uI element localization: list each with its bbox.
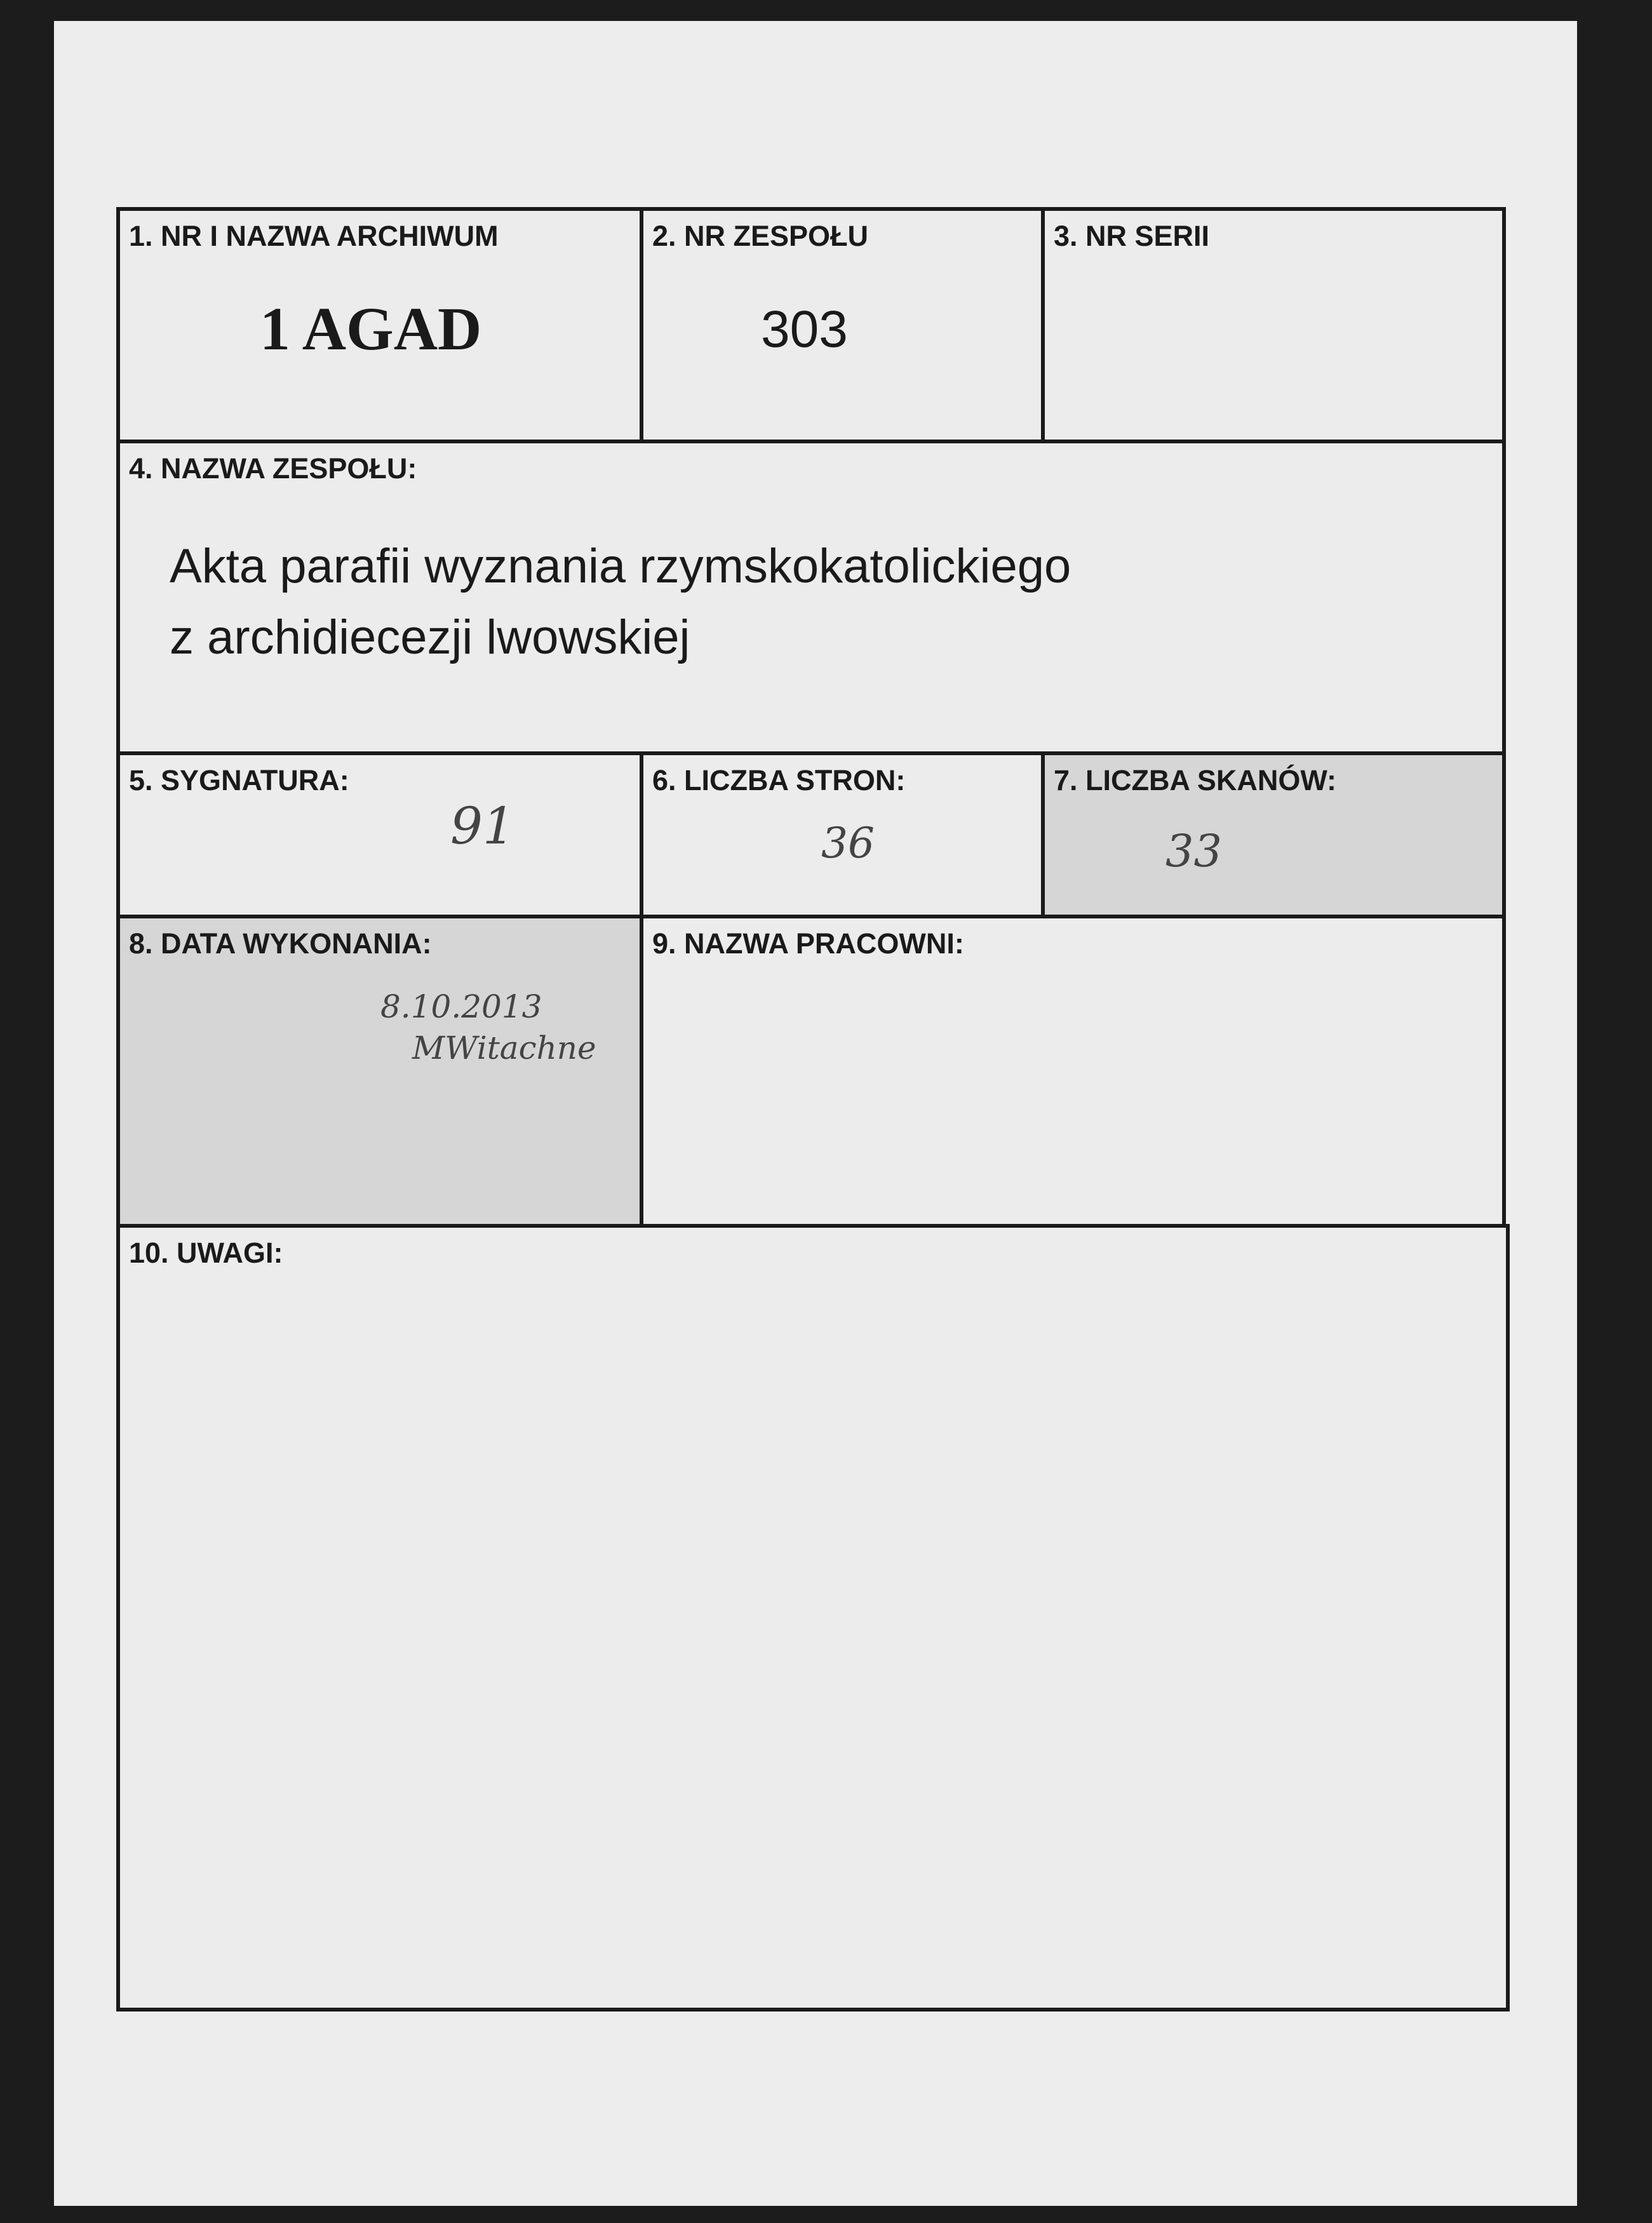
cell-pages [640, 751, 1045, 918]
cell-scans [1041, 751, 1506, 918]
label-signature: 5. SYGNATURA: [129, 764, 349, 796]
label-fonds-name: 4. NAZWA ZESPOŁU: [129, 452, 417, 485]
label-workshop: 9. NAZWA PRACOWNI: [652, 927, 964, 960]
cell-workshop [640, 915, 1506, 1228]
value-date: 8.10.2013 [380, 988, 542, 1025]
fonds-name-line1: Akta parafii wyznania rzymskokatolickiego [170, 539, 1071, 593]
cell-series-no [1041, 207, 1506, 443]
value-scans: 33 [1165, 825, 1223, 877]
cell-archive [116, 207, 643, 443]
cell-notes [116, 1224, 1510, 2011]
cell-fonds-no [640, 207, 1045, 443]
signature-handwritten: MWitachne [412, 1030, 596, 1066]
label-pages: 6. LICZBA STRON: [652, 764, 906, 796]
fonds-name-line2: z archidiecezji lwowskiej [170, 610, 690, 664]
value-archive: 1 AGAD [260, 295, 482, 363]
label-notes: 10. UWAGI: [129, 1237, 283, 1269]
cell-signature [116, 751, 643, 918]
value-pages: 36 [821, 819, 875, 868]
label-scans: 7. LICZBA SKANÓW: [1054, 764, 1336, 796]
label-date: 8. DATA WYKONANIA: [129, 927, 432, 960]
label-fonds-no: 2. NR ZESPOŁU [652, 220, 869, 252]
cell-fonds-name [116, 440, 1506, 755]
cell-date [116, 915, 643, 1228]
label-archive: 1. NR I NAZWA ARCHIWUM [129, 220, 499, 252]
value-signature: 91 [450, 796, 515, 856]
value-fonds-no: 303 [761, 300, 848, 358]
label-series-no: 3. NR SERII [1054, 220, 1210, 252]
